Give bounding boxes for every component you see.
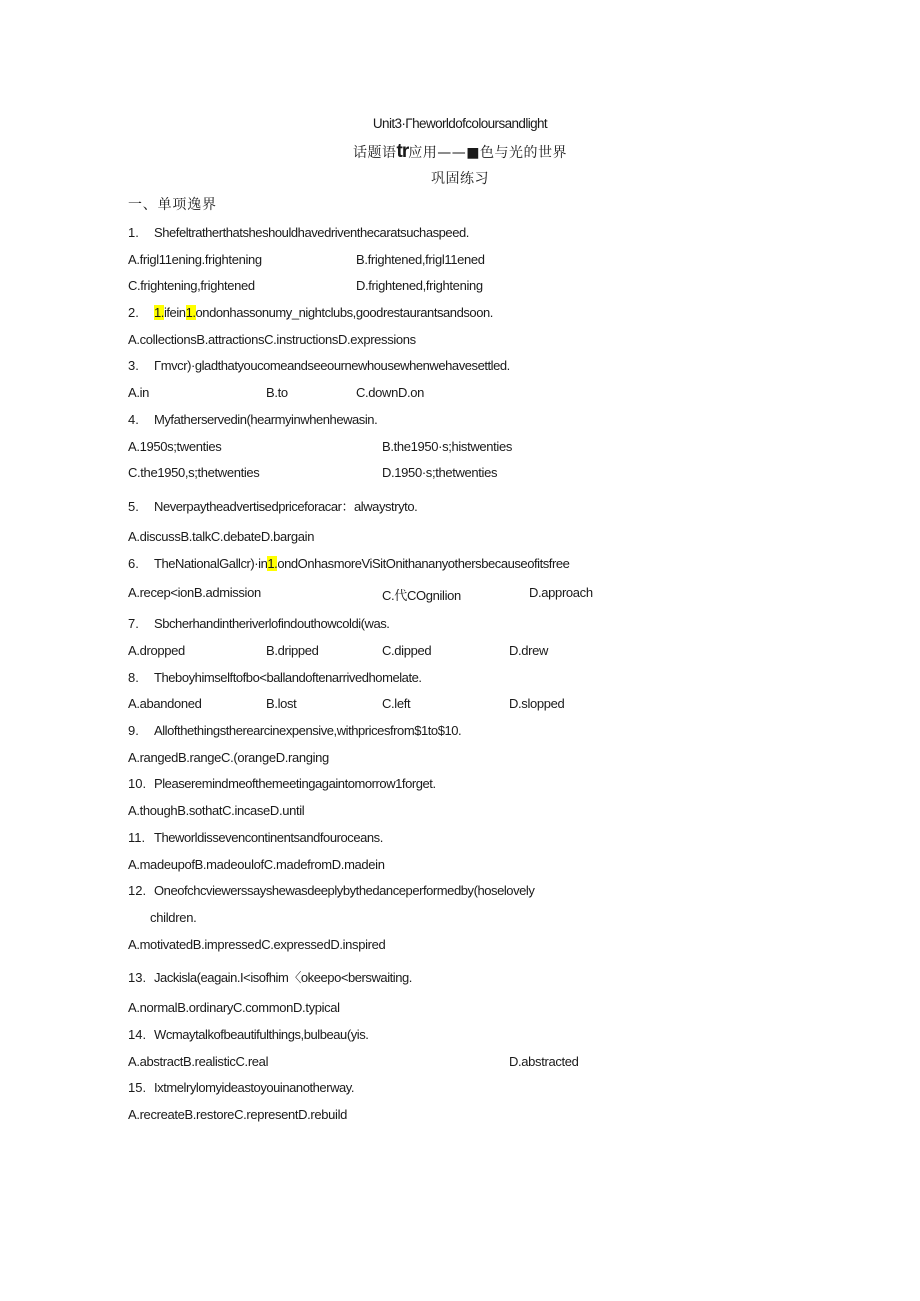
question-6: [128, 556, 569, 571]
question-number: 4.: [128, 412, 139, 427]
question-text: Theboyhimselftofbo<ballandoftenarrivedhomelate.: [154, 670, 422, 685]
option: D.1950·s;thetwenties: [382, 465, 498, 480]
question-number: 11.: [128, 830, 146, 845]
options-line: A.normalB.ordinaryC.commonD.typical: [128, 1000, 340, 1015]
question-text: Sbcherhandintheriverlofindouthowcoldi(was.: [154, 616, 390, 631]
question-7: [128, 616, 389, 631]
question-number: 6.: [128, 556, 139, 571]
question-text: Ixtmelrylomyideastoyouinanotherway.: [154, 1080, 355, 1095]
question-14: [128, 1027, 368, 1042]
options-line: A.motivatedB.impressedC.expressedD.inspired: [128, 937, 386, 952]
options-line: A.discussB.talkC.debateD.bargain: [128, 529, 315, 544]
question-text: Γmvcr)·gladthatyoucomeandseeournewhousewhenwehavesettled.: [154, 358, 510, 373]
question-number: 14.: [128, 1027, 147, 1042]
question-text: ondonhassonumy_nightclubs,goodrestaurantsandsoon.: [195, 305, 493, 320]
question-11: [128, 830, 383, 845]
topic-title-part-b: 应用——■色与光的世界: [408, 145, 567, 161]
option: D.slopped: [509, 696, 565, 711]
question-15: [128, 1080, 354, 1095]
option: B.frightened,frigl11ened: [356, 252, 485, 267]
option: B.lost: [266, 696, 297, 711]
question-text: Jackisla(eagain.I<isofhim〈okeepo<berswaiting.: [154, 970, 412, 985]
option: A.frigl11ening.frightening: [128, 252, 262, 267]
question-text: Wcmaytalkofbeautifulthings,bulbeau(yis.: [154, 1027, 369, 1042]
question-13: [128, 967, 412, 986]
question-number: 10.: [128, 776, 147, 791]
question-number: 15.: [128, 1080, 147, 1095]
option: D.approach: [529, 585, 593, 600]
question-text: Oneofchcviewerssayshewasdeeplybythedanceperformedby(hoselovely: [154, 883, 535, 898]
topic-title-part-a: 话题语: [353, 145, 397, 161]
question-text: Shefeltratherthatsheshouldhavedriventhecaratsuchaspeed.: [154, 225, 469, 240]
option: B.the1950·s;histwenties: [382, 439, 512, 454]
question-text: Theworldissevencontinentsandfouroceans.: [154, 830, 383, 845]
option: B.dripped: [266, 643, 319, 658]
question-number: 3.: [128, 358, 139, 373]
options-line: A.collectionsB.attractionsC.instructionsD.expressions: [128, 332, 416, 347]
question-9: [128, 723, 461, 738]
option: C.downD.on: [356, 385, 425, 400]
section-heading: 一、单项逸界: [128, 197, 217, 213]
question-text: Allofthethingstherearcinexpensive,withpricesfrom$1to$10.: [154, 723, 462, 738]
option: A.dropped: [128, 643, 185, 658]
highlighted-text: 1.: [185, 305, 196, 320]
options-line: A.madeupofB.madeoulofC.madefromD.madein: [128, 857, 385, 872]
question-text-continued: children.: [150, 910, 197, 925]
question-number: 12.: [128, 883, 147, 898]
question-12: [128, 883, 534, 898]
option: A.in: [128, 385, 150, 400]
question-1: [128, 225, 469, 240]
topic-title-tr: tr: [396, 141, 409, 162]
question-number: 7.: [128, 616, 139, 631]
option: C.frightening,frightened: [128, 278, 255, 293]
unit-title: Unit3·Γheworldofcoloursandlight: [372, 116, 548, 131]
option: A.recep<ionB.admission: [128, 585, 261, 600]
option: A.abandoned: [128, 696, 202, 711]
option: B.to: [266, 385, 288, 400]
question-text: Myfatherservedin(hearmyinwhenhewasin.: [154, 412, 378, 427]
question-number: 5.: [128, 499, 139, 514]
option: C.left: [382, 696, 411, 711]
question-number: 9.: [128, 723, 139, 738]
question-text: Neverpaytheadvertisedpriceforacar：alwaystryto.: [154, 499, 418, 514]
option: D.frightened,frightening: [356, 278, 483, 293]
highlighted-text: 1.: [154, 305, 164, 320]
question-text: ondOnhasmoreViSitOnithananyothersbecauseofitsfree: [277, 556, 570, 571]
options-line: A.recreateB.restoreC.representD.rebuild: [128, 1107, 348, 1122]
option: A.1950s;twenties: [128, 439, 222, 454]
practice-subtitle: 巩固练习: [431, 171, 489, 187]
question-4: [128, 412, 377, 427]
option: C.the1950,s;thetwenties: [128, 465, 260, 480]
question-number: 13.: [128, 970, 147, 985]
option: A.abstractB.realisticC.real: [128, 1054, 269, 1069]
highlighted-text: 1.: [267, 556, 278, 571]
question-number: 1.: [128, 225, 139, 240]
option: D.drew: [509, 643, 549, 658]
options-line: A.rangedB.rangeC.(orangeD.ranging: [128, 750, 329, 765]
question-5: [128, 496, 417, 515]
question-number: 8.: [128, 670, 139, 685]
option: C.dipped: [382, 643, 432, 658]
question-text: ifein: [163, 305, 186, 320]
option: C.代COgnilion: [382, 588, 461, 603]
option: D.abstracted: [509, 1054, 579, 1069]
topic-title: [0, 141, 920, 163]
question-text: Pleaseremindmeofthemeetingagaintomorrow1forget.: [154, 776, 436, 791]
question-text: TheNationalGallcr)·in: [154, 556, 268, 571]
question-3: [128, 358, 510, 373]
options-line: A.thoughB.sothatC.incaseD.until: [128, 803, 305, 818]
question-10: [128, 776, 436, 791]
question-number: 2.: [128, 305, 139, 320]
question-8: [128, 670, 422, 685]
question-2: [128, 305, 493, 320]
